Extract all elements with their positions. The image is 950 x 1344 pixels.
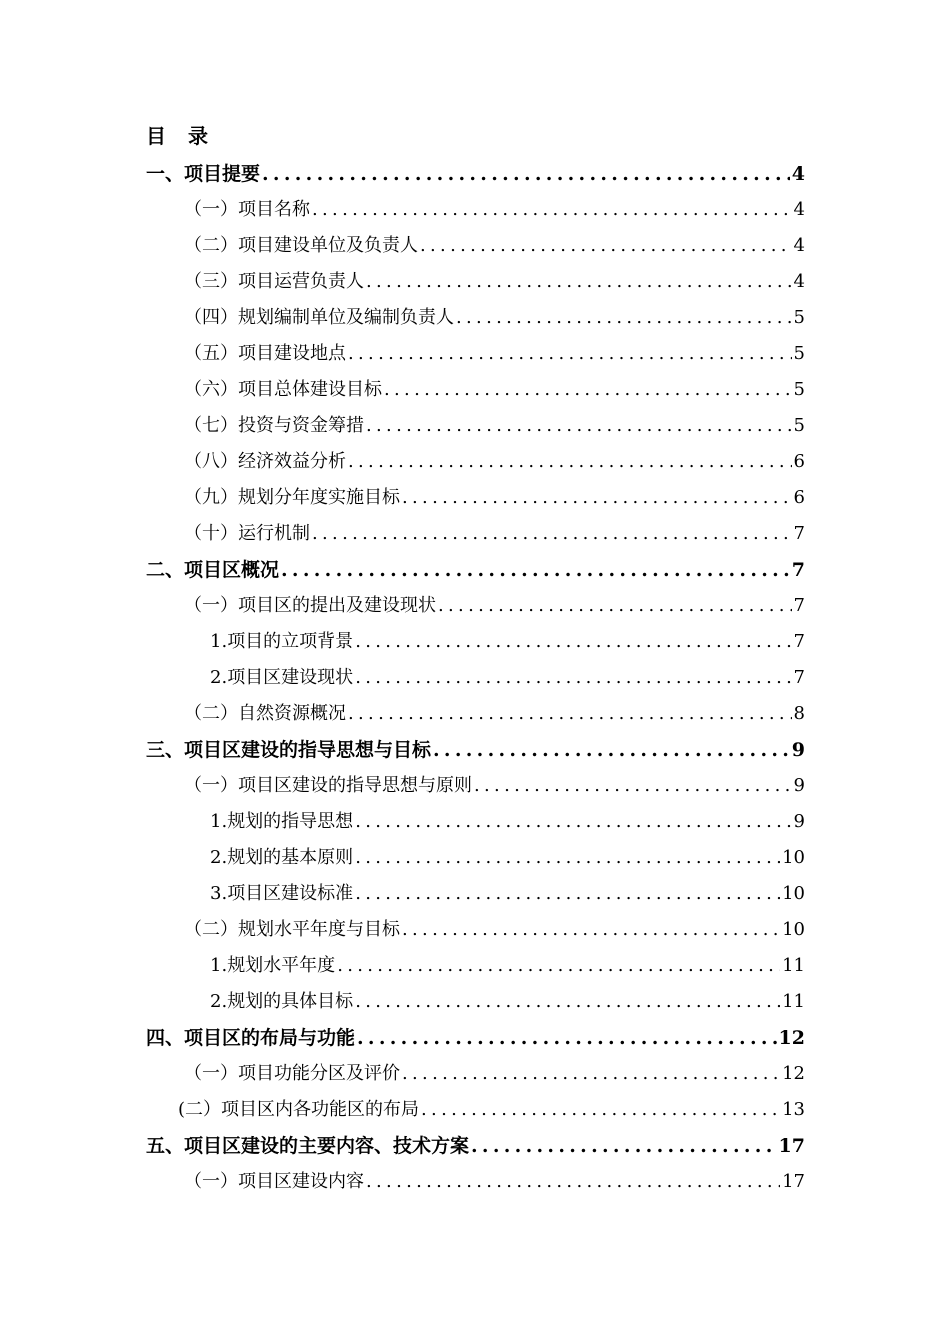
toc-leader	[348, 336, 792, 372]
toc-entry-label: （四）规划编制单位及编制负责人	[184, 307, 454, 328]
toc-entry[interactable]	[184, 912, 805, 948]
toc-entry-label: （二）自然资源概况	[184, 703, 346, 724]
toc-leader	[357, 1020, 777, 1056]
toc-entry[interactable]	[210, 624, 805, 660]
toc-leader	[366, 1164, 780, 1200]
toc-leader	[471, 1128, 777, 1164]
toc-entry-label: （一）项目功能分区及评价	[184, 1063, 400, 1084]
toc-leader	[438, 588, 792, 624]
toc-entry-number: 1.	[210, 955, 228, 976]
toc-entry-label: 四、项目区的布局与功能	[146, 1027, 356, 1049]
toc-entry-label: （二）规划水平年度与目标	[184, 919, 400, 940]
toc-entry-page: 5	[793, 415, 805, 436]
toc-entry-label: （十）运行机制	[184, 523, 310, 544]
toc-leader	[421, 1092, 780, 1128]
toc-entry[interactable]	[184, 300, 805, 336]
toc-entry-page: 6	[793, 451, 805, 472]
toc-entry-page: 7	[791, 559, 805, 581]
toc-entry-number: 2.	[210, 847, 228, 868]
toc-leader	[402, 912, 780, 948]
toc-entry-page: 11	[782, 991, 805, 1012]
toc-entry-page: 17	[782, 1171, 805, 1192]
toc-leader	[355, 840, 780, 876]
toc-entry-page: 9	[793, 775, 805, 796]
toc-entry-label: （一）项目区的提出及建设现状	[184, 595, 436, 616]
toc-leader	[281, 552, 790, 588]
toc-entry-page: 7	[793, 595, 805, 616]
toc-entry-label: 五、项目区建设的主要内容、技术方案	[146, 1135, 470, 1157]
toc-entry[interactable]	[146, 1020, 805, 1056]
toc-entry-page: 8	[793, 703, 805, 724]
toc-leader	[348, 444, 792, 480]
toc-leader	[355, 624, 791, 660]
toc-entry-page: 10	[782, 919, 805, 940]
toc-entry[interactable]	[184, 696, 805, 732]
toc-entry-label: (二）项目区内各功能区的布局	[178, 1099, 420, 1120]
toc-leader	[433, 732, 790, 768]
toc-entry[interactable]	[184, 372, 805, 408]
toc-leader	[355, 984, 780, 1020]
toc-leader	[312, 516, 792, 552]
toc-entry-label: 项目的立项背景	[227, 631, 354, 652]
toc-entry-label: 规划的具体目标	[227, 991, 354, 1012]
toc-heading	[146, 120, 208, 152]
toc-entry[interactable]	[178, 1092, 805, 1128]
toc-entry-page: 5	[793, 343, 805, 364]
toc-entry-page: 7	[793, 631, 805, 652]
toc-entry-page: 5	[793, 379, 805, 400]
toc-leader	[366, 264, 792, 300]
toc-entry[interactable]	[184, 336, 805, 372]
toc-heading-char-1: 目	[146, 124, 166, 148]
toc-entry[interactable]	[210, 840, 805, 876]
toc-entry-label: （六）项目总体建设目标	[184, 379, 382, 400]
toc-entry-number: 1.	[210, 631, 228, 652]
toc-entry-label: （五）项目建设地点	[184, 343, 346, 364]
toc-entry-page: 4	[793, 235, 805, 256]
toc-entry[interactable]	[184, 516, 805, 552]
toc-entry[interactable]	[210, 948, 805, 984]
toc-leader	[262, 156, 790, 192]
toc-entry-label: 一、项目提要	[146, 163, 261, 185]
toc-entry-number: 1.	[210, 811, 228, 832]
toc-leader	[384, 372, 792, 408]
toc-entry-label: 规划的指导思想	[227, 811, 354, 832]
toc-heading-char-2: 录	[188, 124, 208, 148]
toc-entry-page: 6	[793, 487, 805, 508]
toc-entry[interactable]	[184, 192, 805, 228]
toc-entry[interactable]	[184, 228, 805, 264]
toc-entry-label: （一）项目区建设的指导思想与原则	[184, 775, 472, 796]
toc-leader	[402, 1056, 780, 1092]
toc-entry[interactable]	[184, 588, 805, 624]
toc-entry[interactable]	[210, 804, 805, 840]
toc-entry[interactable]	[146, 156, 805, 192]
toc-entry[interactable]	[146, 1128, 805, 1164]
toc-entry-label: （九）规划分年度实施目标	[184, 487, 400, 508]
toc-entry[interactable]	[210, 660, 805, 696]
toc-entry[interactable]	[184, 768, 805, 804]
toc-entry[interactable]	[146, 732, 805, 768]
toc-entry-page: 7	[793, 523, 805, 544]
toc-leader	[366, 408, 792, 444]
toc-entry[interactable]	[184, 444, 805, 480]
toc-entry-label: 二、项目区概况	[146, 559, 280, 581]
toc-entry-label: （三）项目运营负责人	[184, 271, 364, 292]
toc-entry-page: 17	[778, 1135, 805, 1157]
toc-leader	[312, 192, 792, 228]
toc-entry-label: 三、项目区建设的指导思想与目标	[146, 739, 432, 761]
toc-leader	[402, 480, 792, 516]
toc-leader	[355, 804, 791, 840]
toc-entry-page: 12	[782, 1063, 805, 1084]
toc-entry-page: 4	[791, 163, 805, 185]
toc-entry[interactable]	[184, 480, 805, 516]
toc-leader	[474, 768, 792, 804]
toc-entry-number: 2.	[210, 991, 228, 1012]
toc-entry[interactable]	[210, 984, 805, 1020]
toc-entry-label: （二）项目建设单位及负责人	[184, 235, 418, 256]
toc-leader	[456, 300, 792, 336]
toc-entry[interactable]	[184, 1056, 805, 1092]
toc-leader	[348, 696, 792, 732]
toc-entry[interactable]	[184, 264, 805, 300]
toc-entry-label: 项目区建设标准	[227, 883, 354, 904]
toc-entry-page: 10	[782, 883, 805, 904]
toc-entry-page: 4	[793, 199, 805, 220]
toc-entry-page: 7	[793, 667, 805, 688]
toc-entry-label: 规划的基本原则	[227, 847, 354, 868]
toc-entry-label: 规划水平年度	[227, 955, 336, 976]
toc-leader	[337, 948, 780, 984]
toc-entry-label: （一）项目名称	[184, 199, 310, 220]
toc-entry-page: 12	[778, 1027, 805, 1049]
toc-entry-page: 13	[782, 1099, 805, 1120]
toc-entry[interactable]	[184, 408, 805, 444]
toc-entry-page: 9	[791, 739, 805, 761]
toc-entry-label: （八）经济效益分析	[184, 451, 346, 472]
toc-entry[interactable]	[146, 552, 805, 588]
toc-entry-page: 5	[793, 307, 805, 328]
toc-leader	[420, 228, 792, 264]
toc-entry-page: 4	[793, 271, 805, 292]
toc-entry-number: 2.	[210, 667, 228, 688]
toc-entry[interactable]	[210, 876, 805, 912]
toc-leader	[355, 660, 791, 696]
toc-entry-page: 11	[782, 955, 805, 976]
toc-entry-page: 9	[793, 811, 805, 832]
toc-entry[interactable]	[184, 1164, 805, 1200]
toc-leader	[355, 876, 780, 912]
toc-entry-label: （七）投资与资金筹措	[184, 415, 364, 436]
toc-entry-page: 10	[782, 847, 805, 868]
toc-entry-label: （一）项目区建设内容	[184, 1171, 364, 1192]
toc-entry-label: 项目区建设现状	[227, 667, 354, 688]
toc-entry-number: 3.	[210, 883, 228, 904]
